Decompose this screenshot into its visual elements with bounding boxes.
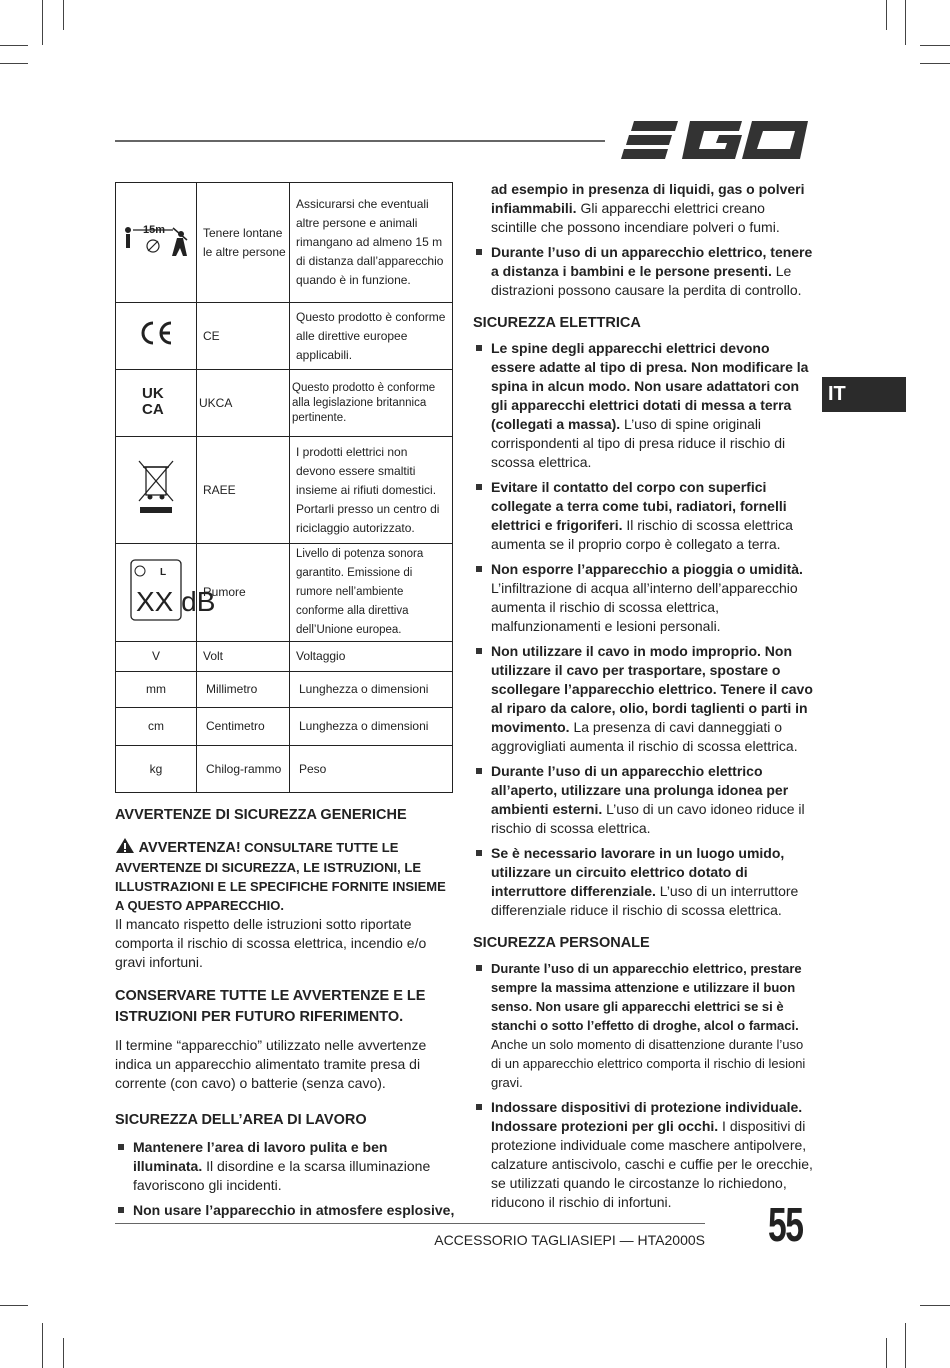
crop-mark (0, 63, 28, 64)
table-row (116, 437, 453, 544)
symbols-table (115, 182, 453, 793)
ce-mark-icon (138, 320, 174, 346)
paragraph: Il mancato rispetto delle istruzioni sotto riportate comporta il rischio di scossa elettrica, incendio e/o gravi infortuni. (115, 916, 427, 970)
ukca-mark-icon (138, 383, 174, 417)
list-item: Durante l’uso di un apparecchio elettrico all’aperto, utilizzare una prolunga idonea per ambienti esterni. L’uso di un cavo idoneo riduce il rischio di scossa elettrica. (473, 762, 813, 838)
left-column (115, 806, 455, 1220)
warning-triangle-icon (115, 837, 135, 854)
list-item: Non usare l’apparecchio in atmosfere esplosive, (115, 1201, 455, 1220)
language-tab: IT (822, 377, 906, 412)
list-item: Se è necessario lavorare in un luogo umido, utilizzare un circuito elettrico dotato di interruttore differenziale. L’uso di un interruttore differenziale riduce il rischio di scossa elettrica. (473, 844, 813, 920)
section-heading: AVVERTENZE DI SICUREZZA GENERICHE (115, 807, 407, 823)
warning-block (115, 837, 455, 915)
symbol-cell (116, 544, 216, 642)
section-heading: SICUREZZA PERSONALE (473, 935, 650, 951)
keep-distance-icon (121, 220, 191, 260)
warning-caps-text: CONSULTARE TUTTE LE AVVERTENZE DI SICUREZZA, LE ISTRUZIONI, LE ILLUSTRAZIONI E LE SPECIFICHE FORNITE INSIEME A QUESTO APPARECCHIO. (115, 840, 446, 913)
crop-mark (42, 0, 43, 45)
symbol-description: Lunghezza o dimensioni (290, 672, 453, 708)
list-item: Non utilizzare il cavo in modo improprio. Non utilizzare il cavo per trasportare, spostare o scollegare l’apparecchio elettrico. Tenere il cavo al riparo da calore, olio, bordi taglienti o parti in movimento. La presenza di cavi danneggiati o aggrovigliati aumenta il rischio di scossa elettrica. (473, 642, 813, 756)
symbol-name: RAEE (197, 437, 290, 544)
symbol-description: Questo prodotto è conforme alle direttive europee applicabili. (290, 303, 453, 370)
paragraph: ad esempio in presenza di liquidi, gas o polveri infiammabili. Gli apparecchi elettrici creano scintille che possono incendiare polveri o fumi. (491, 181, 805, 235)
crop-mark (886, 1338, 887, 1368)
symbol-description: I prodotti elettrici non devono essere smaltiti insieme ai rifiuti domestici. Portarli presso un centro di riciclaggio autorizzato. (290, 437, 453, 544)
table-row (116, 746, 453, 793)
crop-mark (920, 45, 950, 46)
list-item: Mantenere l’area di lavoro pulita e ben illuminata. Il disordine e la scarsa illuminazione favoriscono gli incidenti. (115, 1138, 455, 1195)
paragraph: Il termine “apparecchio” utilizzato nelle avvertenze indica un apparecchio alimentato tramite presa di corrente (con cavo) o batterie (senza cavo). (115, 1037, 427, 1091)
symbol-description: Assicurarsi che eventuali altre persone e animali rimangano ad almeno 15 m di distanza dall’apparecchio quando è in funzione. (290, 183, 453, 303)
symbol-description: Livello di potenza sonora garantito. Emissione di rumore nell’ambiente conforme alla direttiva dell’Unione europea. (290, 544, 453, 642)
symbol-cell (116, 303, 197, 370)
list-item: Evitare il contatto del corpo con superfici collegate a terra come tubi, radiatori, fornelli elettrici e frigoriferi. Il rischio di scossa elettrica aumenta se il proprio corpo è collegato a terra. (473, 478, 813, 554)
symbol-cell (116, 437, 197, 544)
svg-text:UK: UK (142, 385, 164, 402)
section-heading: SICUREZZA ELETTRICA (473, 315, 641, 331)
table-row (116, 708, 453, 746)
noise-level-icon (130, 559, 216, 621)
symbol-description: Questo prodotto è conforme alla legislazione britannica pertinente. (290, 370, 453, 437)
svg-text:CA: CA (142, 401, 164, 418)
crop-mark (0, 45, 28, 46)
symbol-cell: cm (116, 708, 197, 746)
svg-text:15m: 15m (143, 223, 166, 236)
symbol-description: Voltaggio (290, 642, 453, 672)
svg-text:XX dB: XX dB (136, 585, 216, 617)
list-item: Indossare dispositivi di protezione individuale. Indossare protezioni per gli occhi. I dispositivi di protezione individuale come maschere antipolvere, calzature antiscivolo, caschi e cuffie per le orecchie, se utilizzati quando le circostanze lo richiedono, riducono il rischio di infortuni. (473, 1098, 813, 1212)
crop-mark (42, 1323, 43, 1368)
symbol-name: Chilog-rammo (197, 746, 290, 793)
symbol-name: Millimetro (197, 672, 290, 708)
page-number: 55 (768, 1199, 803, 1252)
crop-mark (920, 63, 950, 64)
symbol-name: UKCA (197, 370, 290, 437)
svg-text:L: L (160, 566, 167, 578)
list-item: Le spine degli apparecchi elettrici devono essere adatte al tipo di presa. Non modificare la spina in alcun modo. Non usare adattatori con gli apparecchi elettrici dotati di messa a terra (collegati a massa). L’uso di spine originali corrispondenti al tipo di presa riduce il rischio di scossa elettrica. (473, 339, 813, 472)
table-row (116, 303, 453, 370)
symbol-cell (116, 183, 197, 303)
table-row (116, 370, 453, 437)
symbol-cell: kg (116, 746, 197, 793)
table-row (116, 672, 453, 708)
footer-title: ACCESSORIO TAGLIASIEPI — HTA2000S (434, 1232, 705, 1248)
list-item: Non esporre l’apparecchio a pioggia o umidità. L’infiltrazione di acqua all’interno dell’apparecchio aumenta il rischio di scossa elettrica, malfunzionamenti e lesioni personali. (473, 560, 813, 636)
crop-mark (905, 1323, 906, 1368)
section-heading: SICUREZZA DELL’AREA DI LAVORO (115, 1112, 367, 1128)
crop-mark (0, 1305, 28, 1306)
table-row (116, 183, 453, 303)
weee-bin-icon (136, 459, 176, 515)
symbol-cell: V (116, 642, 197, 672)
crop-mark (63, 0, 64, 30)
symbol-cell (116, 370, 197, 437)
warning-label: AVVERTENZA! (138, 840, 241, 856)
crop-mark (886, 0, 887, 30)
footer-rule (115, 1223, 705, 1224)
table-row (116, 544, 453, 642)
symbol-cell: mm (116, 672, 197, 708)
header-rule (115, 140, 605, 142)
right-column (473, 180, 813, 1212)
symbol-name: Tenere lontane le altre persone (197, 183, 290, 303)
table-row (116, 642, 453, 672)
symbol-name: Volt (197, 642, 290, 672)
section-heading: CONSERVARE TUTTE LE AVVERTENZE E LE ISTRUZIONI PER FUTURO RIFERIMENTO. (115, 988, 426, 1025)
ego-logo (620, 115, 812, 165)
crop-mark (63, 1338, 64, 1368)
crop-mark (905, 0, 906, 45)
symbol-description: Lunghezza o dimensioni (290, 708, 453, 746)
symbol-name: Centimetro (197, 708, 290, 746)
symbol-description: Peso (290, 746, 453, 793)
list-item: Durante l’uso di un apparecchio elettrico, tenere a distanza i bambini e le persone presenti. Le distrazioni possono causare la perdita di controllo. (473, 243, 813, 300)
symbol-name: CE (197, 303, 290, 370)
symbol-name: Rumore (197, 544, 290, 642)
crop-mark (920, 1305, 950, 1306)
list-item: Durante l’uso di un apparecchio elettrico, prestare sempre la massima attenzione e utilizzare il buon senso. Non usare gli apparecchi elettrici se si è stanchi o sotto l’effetto di droghe, alcol o farmaci. Anche un solo momento di disattenzione durante l’uso di un apparecchio elettrico comporta il rischio di lesioni gravi. (473, 959, 813, 1092)
